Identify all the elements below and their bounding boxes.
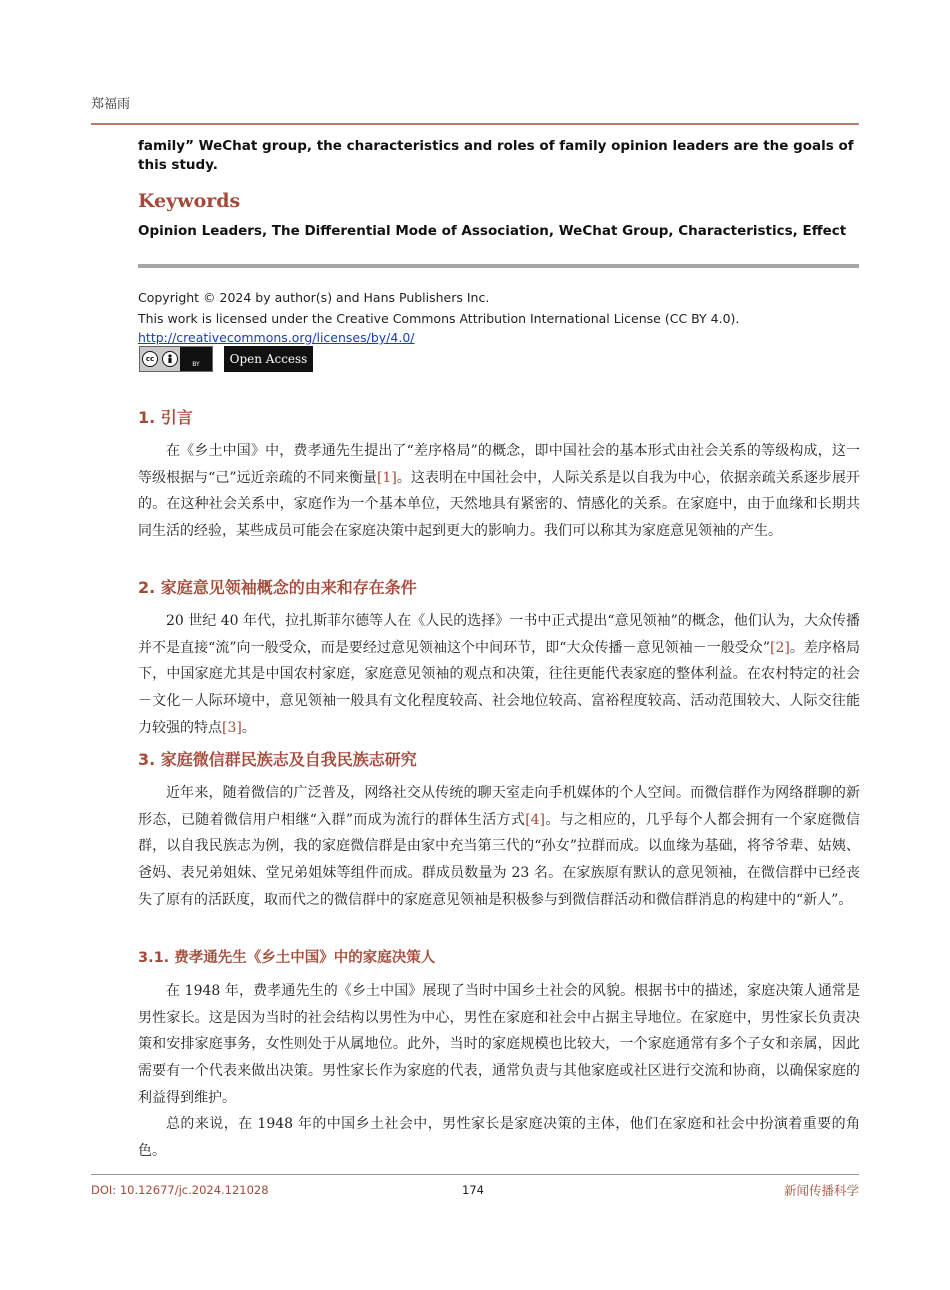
license-line: This work is licensed under the Creative Commons Attribution International License (CC BY 4.0). xyxy=(138,311,740,326)
subsection-heading-3-1: 3.1. 费孝通先生《乡土中国》中的家庭决策人 xyxy=(138,950,436,966)
citation-ref-2[interactable]: [2] xyxy=(770,639,790,656)
abstract-continuation: family” WeChat group, the characteristics and roles of family opinion leaders are the goals of this study. xyxy=(138,138,854,173)
section-divider xyxy=(138,264,859,268)
cc-icon: cc xyxy=(142,351,158,367)
section-3-paragraph: 近年来，随着微信的广泛普及，网络社交从传统的聊天室走向手机媒体的个人空间。而微信群作为网络群聊的新形态，已随着微信用户相继“入群”而成为流行的群体生活方式[4]。与之相应的，几乎每个人都会拥有一个家庭微信群，以自我民族志为例，我的家庭微信群是由家中充当第三代的“孙女”拉群而成。以血缘为基础，将爷爷辈、姑姨、爸妈、表兄弟姐妹、堂兄弟姐妹等组件而成。群成员数量为 23 名。在家族原有默认的意见领袖，在微信群中已经丧失了原有的活跃度，取而代之的微信群中的家庭意见领袖是积极参与到微信群活动和微信群消息的构建中的“新人”。 xyxy=(138,785,860,908)
keywords-heading: Keywords xyxy=(138,190,241,212)
cc-badge-right xyxy=(180,351,212,368)
header-rule xyxy=(91,123,859,125)
attribution-person-icon xyxy=(162,351,178,367)
cc-badge-left xyxy=(140,347,180,371)
section-heading-3: 3. 家庭微信群民族志及自我民族志研究 xyxy=(138,750,417,769)
section-heading-2: 2. 家庭意见领袖概念的由来和存在条件 xyxy=(138,578,417,597)
section-1-paragraph: 在《乡土中国》中，费孝通先生提出了“差序格局”的概念，即中国社会的基本形式由社会关系的等级构成，这一等级根据与“己”远近亲疏的不同来衡量[1]。这表明在中国社会中，人际关系是以自我为中心，依据亲疏关系逐步展开的。在这种社会关系中，家庭作为一个基本单位，天然地具有紧密的、情感化的关系。在家庭中，由于血缘和长期共同生活的经验，某些成员可能会在家庭决策中起到更大的影响力。我们可以称其为家庭意见领袖的产生。 xyxy=(138,443,860,540)
running-header-author: 郑福雨 xyxy=(91,97,131,112)
subsection-3-1-paragraph-2: 总的来说，在 1948 年的中国乡土社会中，男性家长是家庭决策的主体，他们在家庭和社会中扮演着重要的角色。 xyxy=(138,1116,860,1159)
license-link-wrap xyxy=(138,330,414,345)
footer-journal: 新闻传播科学 xyxy=(783,1183,859,1198)
copyright-line: Copyright © 2024 by author(s) and Hans Publishers Inc. xyxy=(138,290,490,305)
license-link[interactable]: http://creativecommons.org/licenses/by/4.0/ xyxy=(138,330,415,345)
section-2-paragraph: 20 世纪 40 年代，拉扎斯菲尔德等人在《人民的选择》一书中正式提出“意见领袖”的概念，他们认为，大众传播并不是直接“流”向一般受众，而是要经过意见领袖这个中间环节，即“大众传播－意见领袖－一般受众”[2]。差序格局下，中国家庭尤其是中国农村家庭，家庭意见领袖的观点和决策，往往更能代表家庭的整体利益。在农村特定的社会－文化－人际环境中，意见领袖一般具有文化程度较高、社会地位较高、富裕程度较高、活动范围较大、人际交往能力较强的特点[3]。 xyxy=(138,613,860,736)
by-label: BY xyxy=(192,360,200,368)
cc-by-badge[interactable] xyxy=(139,346,213,372)
page-number: 174 xyxy=(462,1183,484,1197)
section-heading-1: 1. 引言 xyxy=(138,408,193,427)
footer-doi[interactable]: DOI: 10.12677/jc.2024.121028 xyxy=(91,1183,269,1197)
subsection-3-1-paragraph-1: 在 1948 年，费孝通先生的《乡土中国》展现了当时中国乡土社会的风貌。根据书中的描述，家庭决策人通常是男性家长。这是因为当时的社会结构以男性为中心，男性在家庭和社会中占据主导地位。在家庭中，男性家长负责决策和安排家庭事务，女性则处于从属地位。此外，当时的家庭规模也比较大，一个家庭通常有多个子女和亲属，因此需要有一个代表来做出决策。男性家长作为家庭的代表，通常负责与其他家庭或社区进行交流和协商，以确保家庭的利益得到维护。 xyxy=(138,983,860,1106)
citation-ref-4[interactable]: [4] xyxy=(525,811,546,828)
keywords-list: Opinion Leaders, The Differential Mode of Association, WeChat Group, Characteristics, Effect xyxy=(138,223,847,239)
open-access-badge[interactable]: Open Access xyxy=(224,346,313,372)
citation-ref-3[interactable]: [3] xyxy=(222,719,242,736)
footer-rule xyxy=(91,1174,859,1175)
citation-ref-1[interactable]: [1] xyxy=(376,469,397,486)
